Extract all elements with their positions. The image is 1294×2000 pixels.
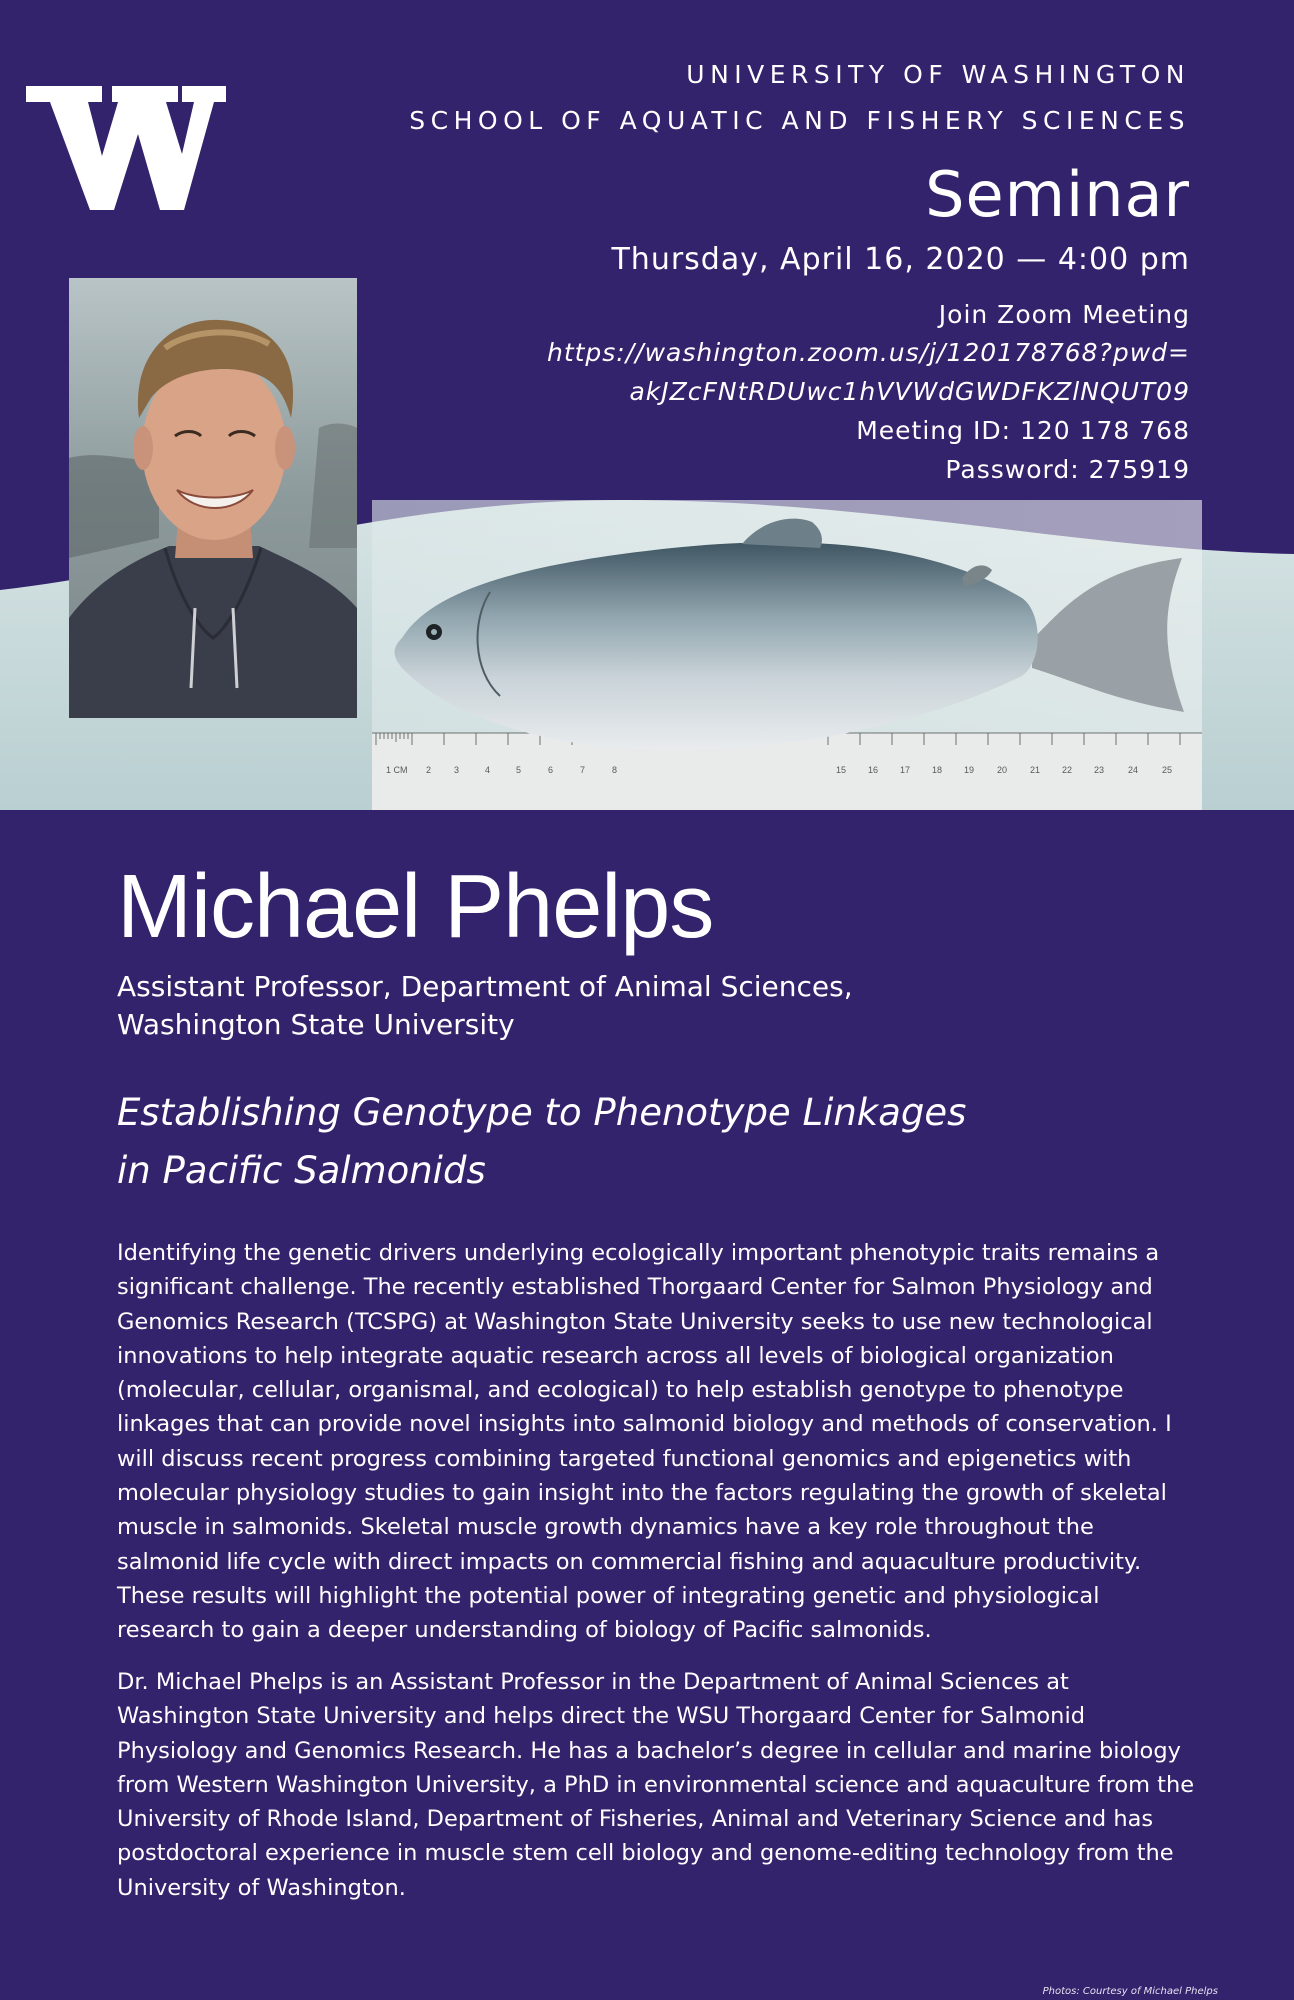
zoom-url-line2[interactable]: akJZcFNtRDUwc1hVVWdGWDFKZlNQUT09: [629, 377, 1190, 406]
event-datetime: Thursday, April 16, 2020 — 4:00 pm: [611, 242, 1190, 277]
ruler-label: 24: [1128, 765, 1139, 775]
talk-title-line1: Establishing Genotype to Phenotype Linkages: [117, 1091, 967, 1134]
ruler-label: 8: [612, 765, 618, 775]
ruler-label: 7: [580, 765, 586, 775]
zoom-url-line1[interactable]: https://washington.zoom.us/j/120178768?pwd=: [546, 338, 1190, 367]
photo-credit: Photos: Courtesy of Michael Phelps: [1042, 1986, 1218, 1997]
ruler-label-unit: 1 CM: [386, 765, 408, 775]
speaker-portrait: [69, 278, 357, 718]
ruler-label: 20: [997, 765, 1008, 775]
ruler-label: 15: [836, 765, 847, 775]
ruler-label: 23: [1094, 765, 1105, 775]
speaker-title-line1: Assistant Professor, Department of Animal Sciences,: [117, 970, 853, 1003]
ruler-label: 6: [548, 765, 554, 775]
ruler-label: 4: [485, 765, 491, 775]
ruler-label: 2: [426, 765, 432, 775]
ruler-label: 21: [1030, 765, 1041, 775]
speaker-name: Michael Phelps: [117, 857, 714, 957]
ruler-label: 25: [1162, 765, 1173, 775]
speaker-affiliation: [117, 968, 1197, 1044]
ruler-label: 5: [516, 765, 522, 775]
talk-abstract: Identifying the genetic drivers underlying ecologically important phenotypic traits remains a significant challenge. The recently established Thorgaard Center for Salmon Physiology and Genomics Research (TCSPG) at Washington State University seeks to use new technological innovations to help integrate aquatic research across all levels of biological organization (molecular, cellular, organismal, and ecological) to help establish genotype to phenotype linkages that can provide novel insights into salmonid biology and methods of conservation. I will discuss recent progress combining targeted functional genomics and epigenetics with molecular physiology studies to gain insight into the factors regulating the growth of skeletal muscle in salmonids. Skeletal muscle growth dynamics have a key role throughout the salmonid life cycle with direct impacts on commercial fishing and aquaculture productivity. These results will highlight the potential power of integrating genetic and physiological research to gain a deeper understanding of biology of Pacific salmonids.: [117, 1240, 1172, 1644]
zoom-meeting-id: Meeting ID: 120 178 768: [856, 416, 1190, 445]
ruler: [372, 733, 1202, 810]
ruler-label: 19: [964, 765, 975, 775]
ruler-label: 16: [868, 765, 879, 775]
ruler-label: 22: [1062, 765, 1073, 775]
ruler-label: 17: [900, 765, 911, 775]
speaker-title-line2: Washington State University: [117, 1008, 515, 1041]
ruler-label: 3: [454, 765, 460, 775]
school-name: SCHOOL OF AQUATIC AND FISHERY SCIENCES: [409, 106, 1190, 135]
speaker-bio: Dr. Michael Phelps is an Assistant Professor in the Department of Animal Sciences at Washington State University and helps direct the WSU Thorgaard Center for Salmonid Physiology and Genomics Research. He has a bachelor’s degree in cellular and marine biology from Western Washington University, a PhD in environmental science and aquaculture from the University of Rhode Island, Department of Fisheries, Animal and Veterinary Science and has postdoctoral experience in muscle stem cell biology and genome-editing technology from the University of Washington.: [117, 1669, 1195, 1901]
salmon-photo: [372, 500, 1202, 810]
university-name: UNIVERSITY OF WASHINGTON: [686, 60, 1190, 89]
event-type: Seminar: [925, 158, 1190, 231]
talk-title: [117, 1084, 1197, 1200]
talk-title-line2: in Pacific Salmonids: [117, 1149, 486, 1192]
ruler-label: 18: [932, 765, 943, 775]
zoom-password: Password: 275919: [945, 455, 1190, 484]
zoom-join-label: Join Zoom Meeting: [938, 300, 1190, 329]
uw-logo: [26, 86, 226, 210]
